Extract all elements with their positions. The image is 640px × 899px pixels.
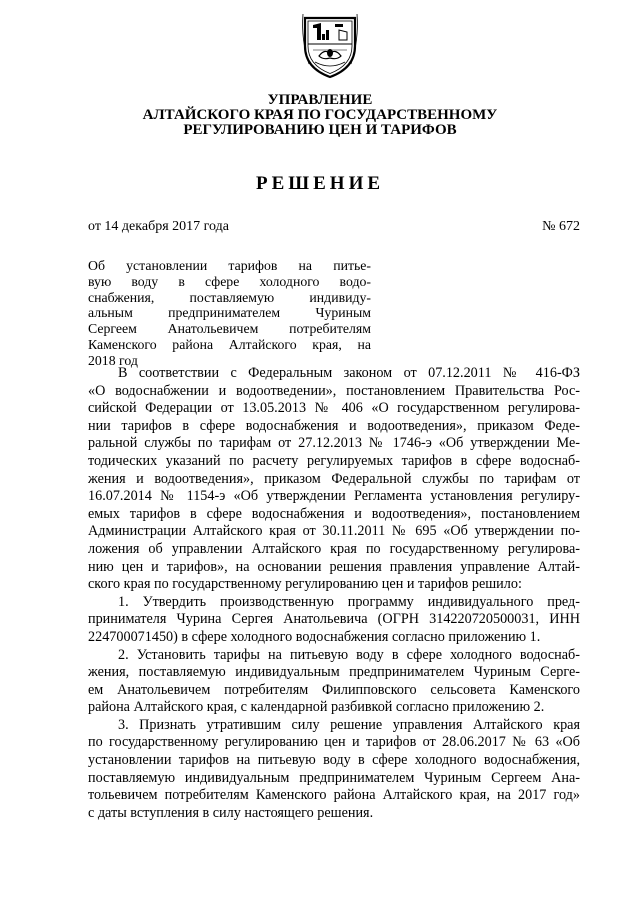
subject-line: 2018 год [88, 352, 138, 368]
body-line: ского края по государственному регулированию цен и тарифов решило: [88, 576, 522, 593]
body-line: поставляемую индивидуальным предпринимателем Чуриным Сергеем Ана- [88, 769, 580, 786]
agency-name-line-3: РЕГУЛИРОВАНИЮ ЦЕН И ТАРИФОВ [183, 122, 457, 138]
subject-line: Каменского района Алтайского края, на [88, 336, 371, 352]
document-subject [88, 258, 371, 369]
body-line: нию цен и тарифов», на основании решения правления управление Алтай- [88, 558, 580, 575]
body-line: с даты вступления в силу настоящего решения. [88, 804, 374, 821]
body-line: ральной службы по тарифам от 27.12.2013 № 1746-э «Об утверждении Ме- [88, 435, 580, 452]
body-line: 16.07.2014 № 1154-э «Об утверждении Регламента установления регулиру- [88, 488, 580, 505]
body-line: жения, поставляемую индивидуальным предпринимателем Чуриным Серге- [88, 664, 580, 681]
agency-name [60, 93, 580, 138]
subject-line: альным предпринимателем Чуриным [88, 305, 371, 321]
body-line: ем Анатольевичем потребителям Филипповского сельсовета Каменского [88, 681, 580, 698]
body-line: по государственному регулированию цен и тарифов от 28.06.2017 № 63 «Об [88, 734, 580, 751]
body-line: нии тарифов в сфере водоснабжения и водоотведения», приказом Феде- [88, 417, 580, 434]
body-line: «О водоснабжении и водоотведении», постановлением Правительства Рос- [88, 382, 580, 399]
body-line: ложения об управлении Алтайского края по государственному регулирова- [88, 540, 580, 557]
document-type-title: РЕШЕНИЕ [255, 173, 385, 194]
body-line: сийской Федерации от 13.05.2013 № 406 «О государственном регулирова- [88, 400, 580, 417]
body-line: В соответствии с Федеральным законом от 07.12.2011 № 416-ФЗ [118, 365, 580, 381]
body-line: 1. Утвердить производственную программу индивидуального пред- [118, 593, 580, 610]
document-date: от 14 декабря 2017 года [88, 219, 229, 234]
subject-line: вую воду в сфере холодного водо- [88, 273, 371, 289]
body-line: района Алтайского края, с календарной разбивкой согласно приложению 2. [88, 699, 545, 716]
body-line: установлении тарифов на питьевую воду в сфере холодного водоснабжения, [88, 752, 580, 769]
body-line: принимателя Чурина Сергея Анатольевича (ОГРН 314220720500031, ИНН [88, 611, 580, 628]
body-line: тольевичем потребителям Каменского района Алтайского края, на 2017 год» [88, 787, 580, 804]
document-number: № 672 [542, 219, 580, 234]
body-line: емых тарифов в сфере водоснабжения и водоотведения», постановлением [88, 505, 580, 522]
subject-line: Об установлении тарифов на питье- [88, 258, 371, 273]
body-line: Администрации Алтайского края от 30.11.2011 № 695 «Об утверждении по- [88, 523, 580, 540]
agency-name-line-2: АЛТАЙСКОГО КРАЯ ПО ГОСУДАРСТВЕННОМУ [142, 107, 498, 123]
body-line: жения и водоотведения», приказом Федеральной службы по тарифам от [88, 470, 580, 487]
body-line: 3. Признать утратившим силу решение управления Алтайского края [118, 716, 580, 733]
document-body [88, 365, 580, 822]
altai-krai-coat-of-arms-icon [299, 10, 361, 80]
body-line: тодических указаний по расчету регулируемых тарифов в сфере водоснаб- [88, 452, 580, 469]
subject-line: снабжения, поставляемую индивиду- [88, 289, 371, 305]
subject-line: Сергеем Анатольевичем потребителям [88, 321, 371, 337]
agency-name-line-1: УПРАВЛЕНИЕ [267, 92, 373, 108]
body-line: 224700071450) в сфере холодного водоснабжения согласно приложению 1. [88, 628, 541, 645]
body-line: 2. Установить тарифы на питьевую воду в сфере холодного водоснаб- [118, 646, 580, 663]
